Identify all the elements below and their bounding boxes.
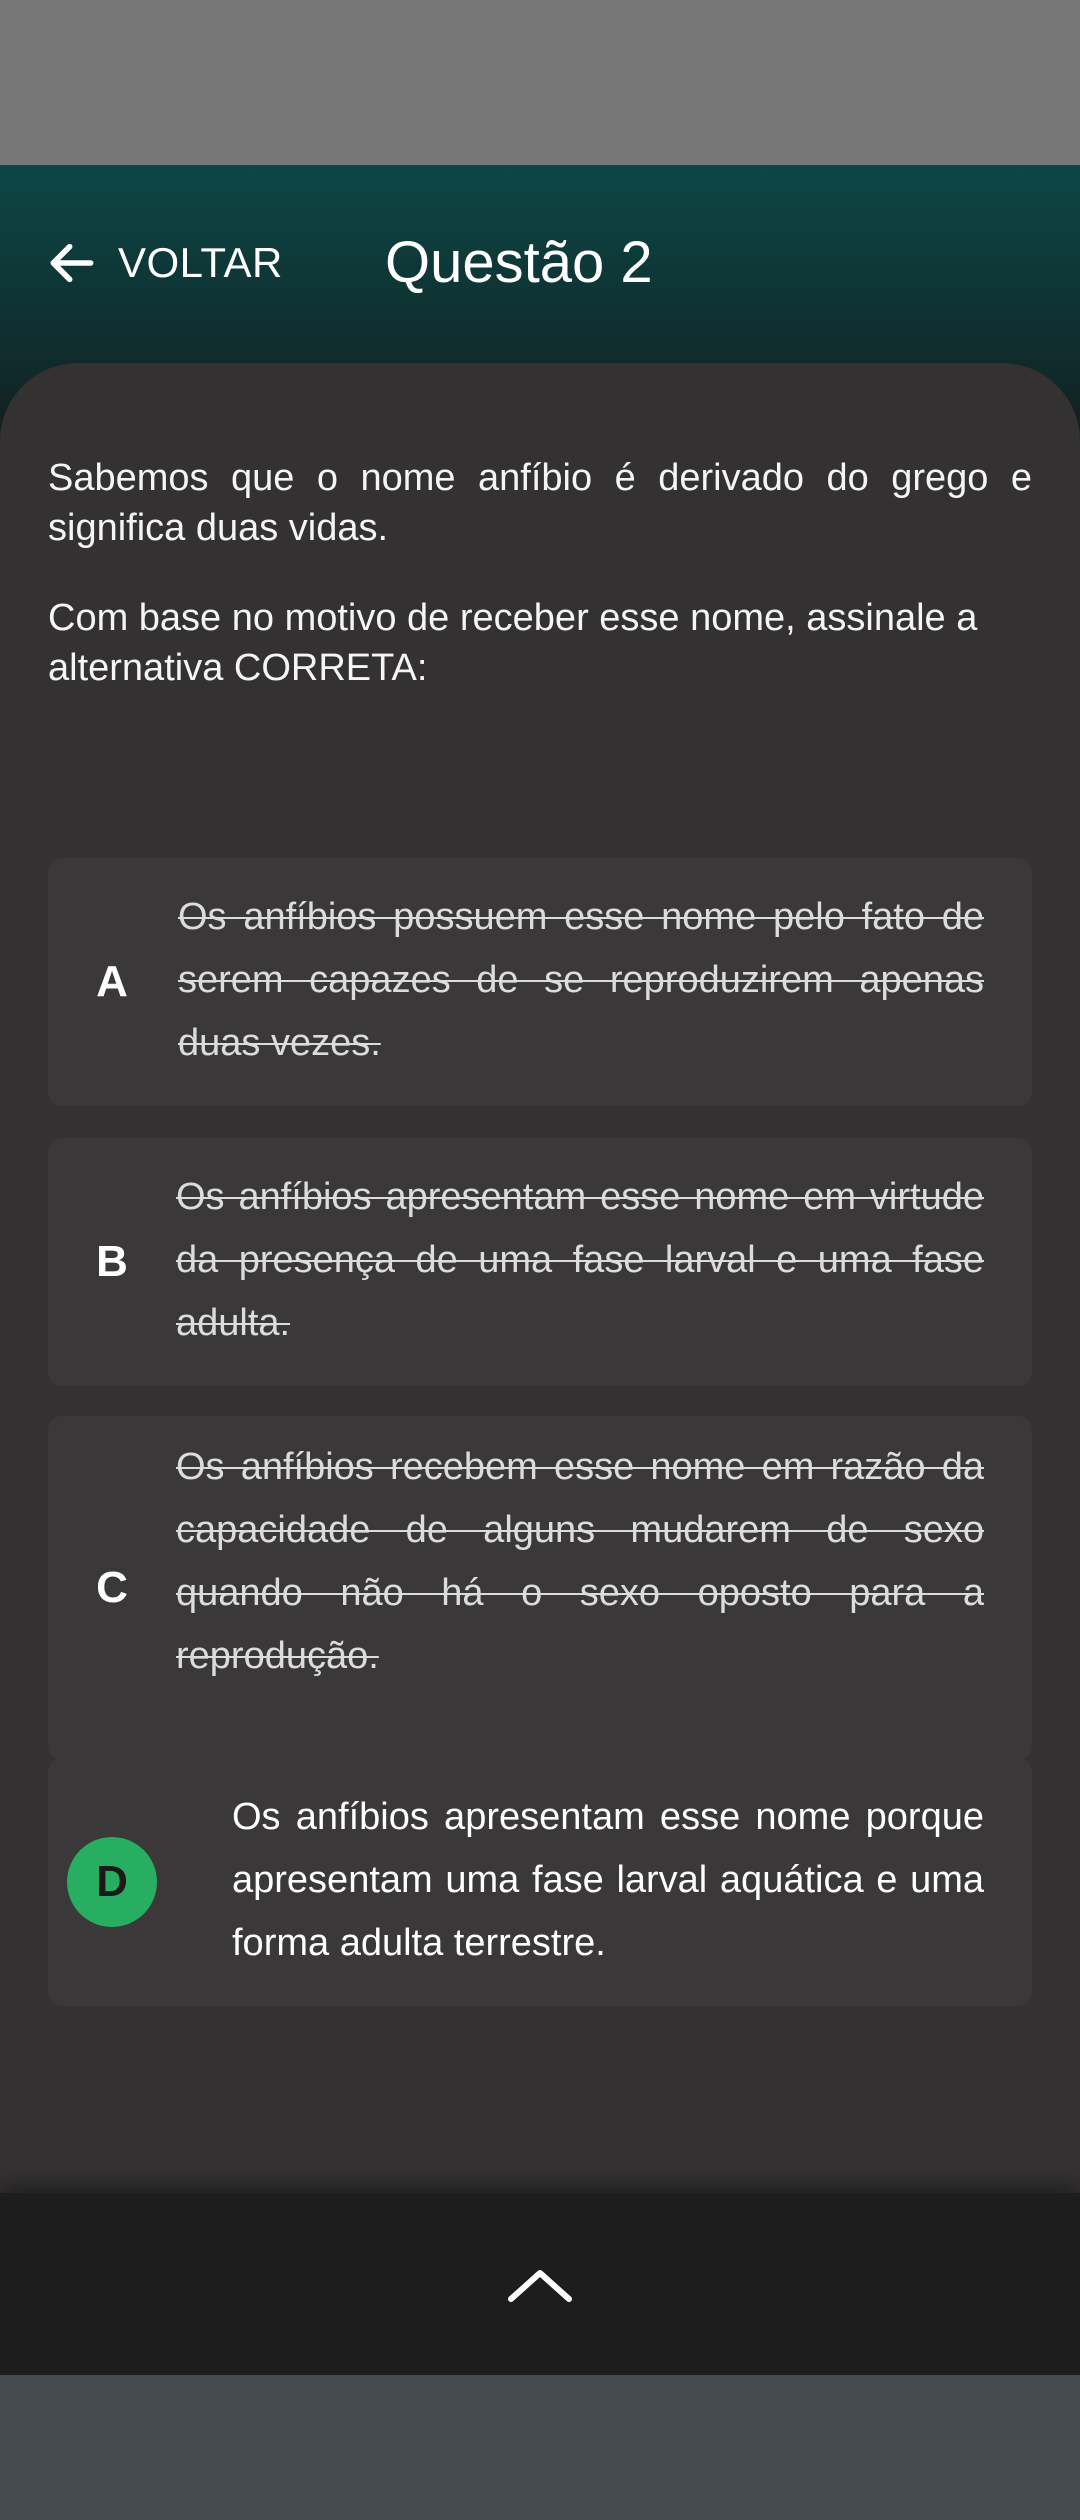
option-text: Os anfíbios recebem esse nome em razão da capacidade de alguns mudarem de sexo quando não há o sexo oposto para a reprodução. [176, 1446, 984, 1677]
option-letter: B [96, 1237, 128, 1286]
expand-button[interactable] [500, 2245, 580, 2325]
question-paragraph-1: Sabemos que o nome anfíbio é derivado do grego e significa duas vidas. [48, 457, 1032, 549]
option-text: Os anfíbios possuem esse nome pelo fato de serem capazes de se reproduzirem apenas duas vezes. [178, 896, 984, 1064]
question-card [0, 363, 1080, 2193]
question-paragraph-2: Com base no motivo de receber esse nome, assinale a alternativa CORRETA: [48, 597, 978, 689]
back-label: VOLTAR [118, 239, 283, 286]
option-letter: A [96, 957, 128, 1006]
option-c[interactable] [48, 1416, 1032, 1760]
option-text: Os anfíbios apresentam esse nome porque apresentam uma fase larval aquática e uma forma adulta terrestre. [232, 1796, 984, 1964]
option-letter-wrap [48, 1758, 176, 2006]
page-title: Questão 2 [385, 230, 653, 295]
back-button[interactable] [44, 223, 283, 303]
arrow-left-icon [44, 235, 100, 291]
option-letter: C [96, 1563, 128, 1612]
correct-answer-badge: D [67, 1837, 157, 1927]
bottom-bar [0, 2193, 1080, 2375]
chevron-up-icon [505, 2265, 575, 2305]
question-statement [48, 453, 1032, 733]
option-b[interactable] [48, 1138, 1032, 1386]
system-navigation-area [0, 2375, 1080, 2520]
option-d[interactable] [48, 1758, 1032, 2006]
status-bar [0, 0, 1080, 165]
option-a[interactable] [48, 858, 1032, 1106]
option-text: Os anfíbios apresentam esse nome em virtude da presença de uma fase larval e uma fase adulta. [176, 1176, 984, 1344]
